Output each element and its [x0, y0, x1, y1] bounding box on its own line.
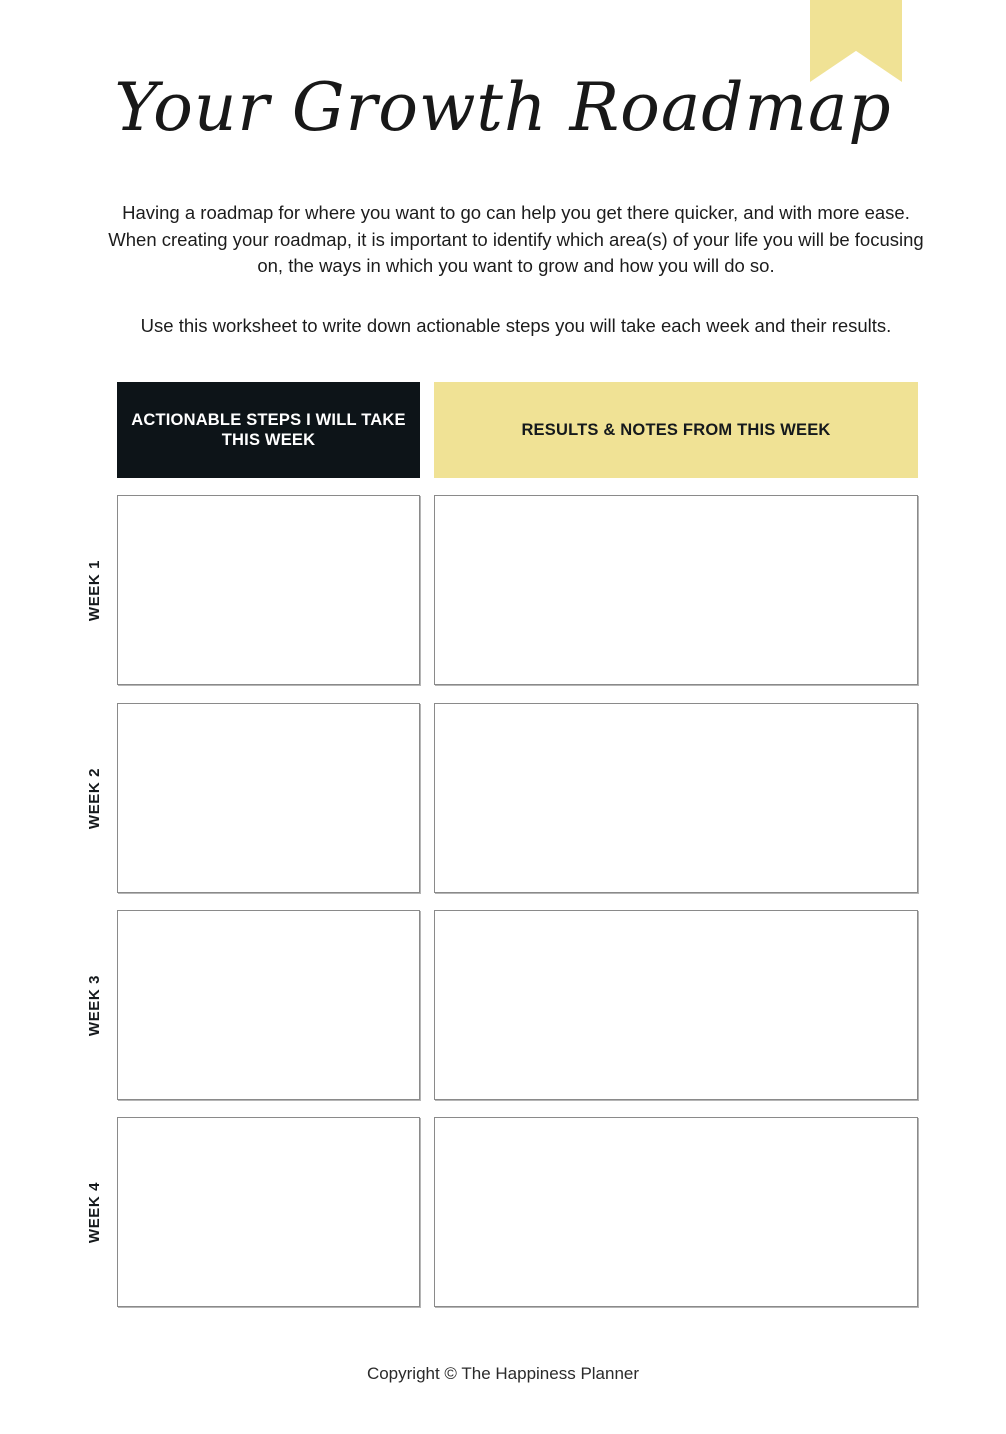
input-results-week-4[interactable]: [434, 1117, 918, 1307]
footer-copyright: Copyright © The Happiness Planner: [366, 1364, 640, 1383]
row-label-week-4: [78, 1117, 112, 1307]
input-results-week-3[interactable]: [434, 910, 918, 1100]
intro-paragraph-1: Having a roadmap for where you want to go can help you get there quicker, and with more ease. When creating your roadmap, it is important to identify which area(s) of your life you will be focusing on, the ways in which you want to grow and how you will do so.: [108, 202, 924, 276]
column-header-results-notes: RESULTS & NOTES FROM THIS WEEK: [434, 382, 918, 478]
input-steps-week-1[interactable]: [117, 495, 420, 685]
row-label-week-3-text: WEEK 3: [86, 974, 104, 1036]
row-label-week-2: [78, 703, 112, 893]
input-results-week-2[interactable]: [434, 703, 918, 893]
input-results-week-1[interactable]: [434, 495, 918, 685]
input-steps-week-3[interactable]: [117, 910, 420, 1100]
row-label-week-1: [78, 495, 112, 685]
column-header-actionable-steps: ACTIONABLE STEPS I WILL TAKE THIS WEEK: [117, 382, 420, 478]
input-steps-week-4[interactable]: [117, 1117, 420, 1307]
input-steps-week-2[interactable]: [117, 703, 420, 893]
page-title: Your Growth Roadmap: [114, 69, 892, 146]
row-label-week-1-text: WEEK 1: [86, 559, 104, 621]
row-label-week-2-text: WEEK 2: [86, 767, 104, 829]
row-label-week-4-text: WEEK 4: [86, 1181, 104, 1243]
row-label-week-3: [78, 910, 112, 1100]
intro-paragraph-2: Use this worksheet to write down actionable steps you will take each week and their results.: [140, 314, 892, 336]
